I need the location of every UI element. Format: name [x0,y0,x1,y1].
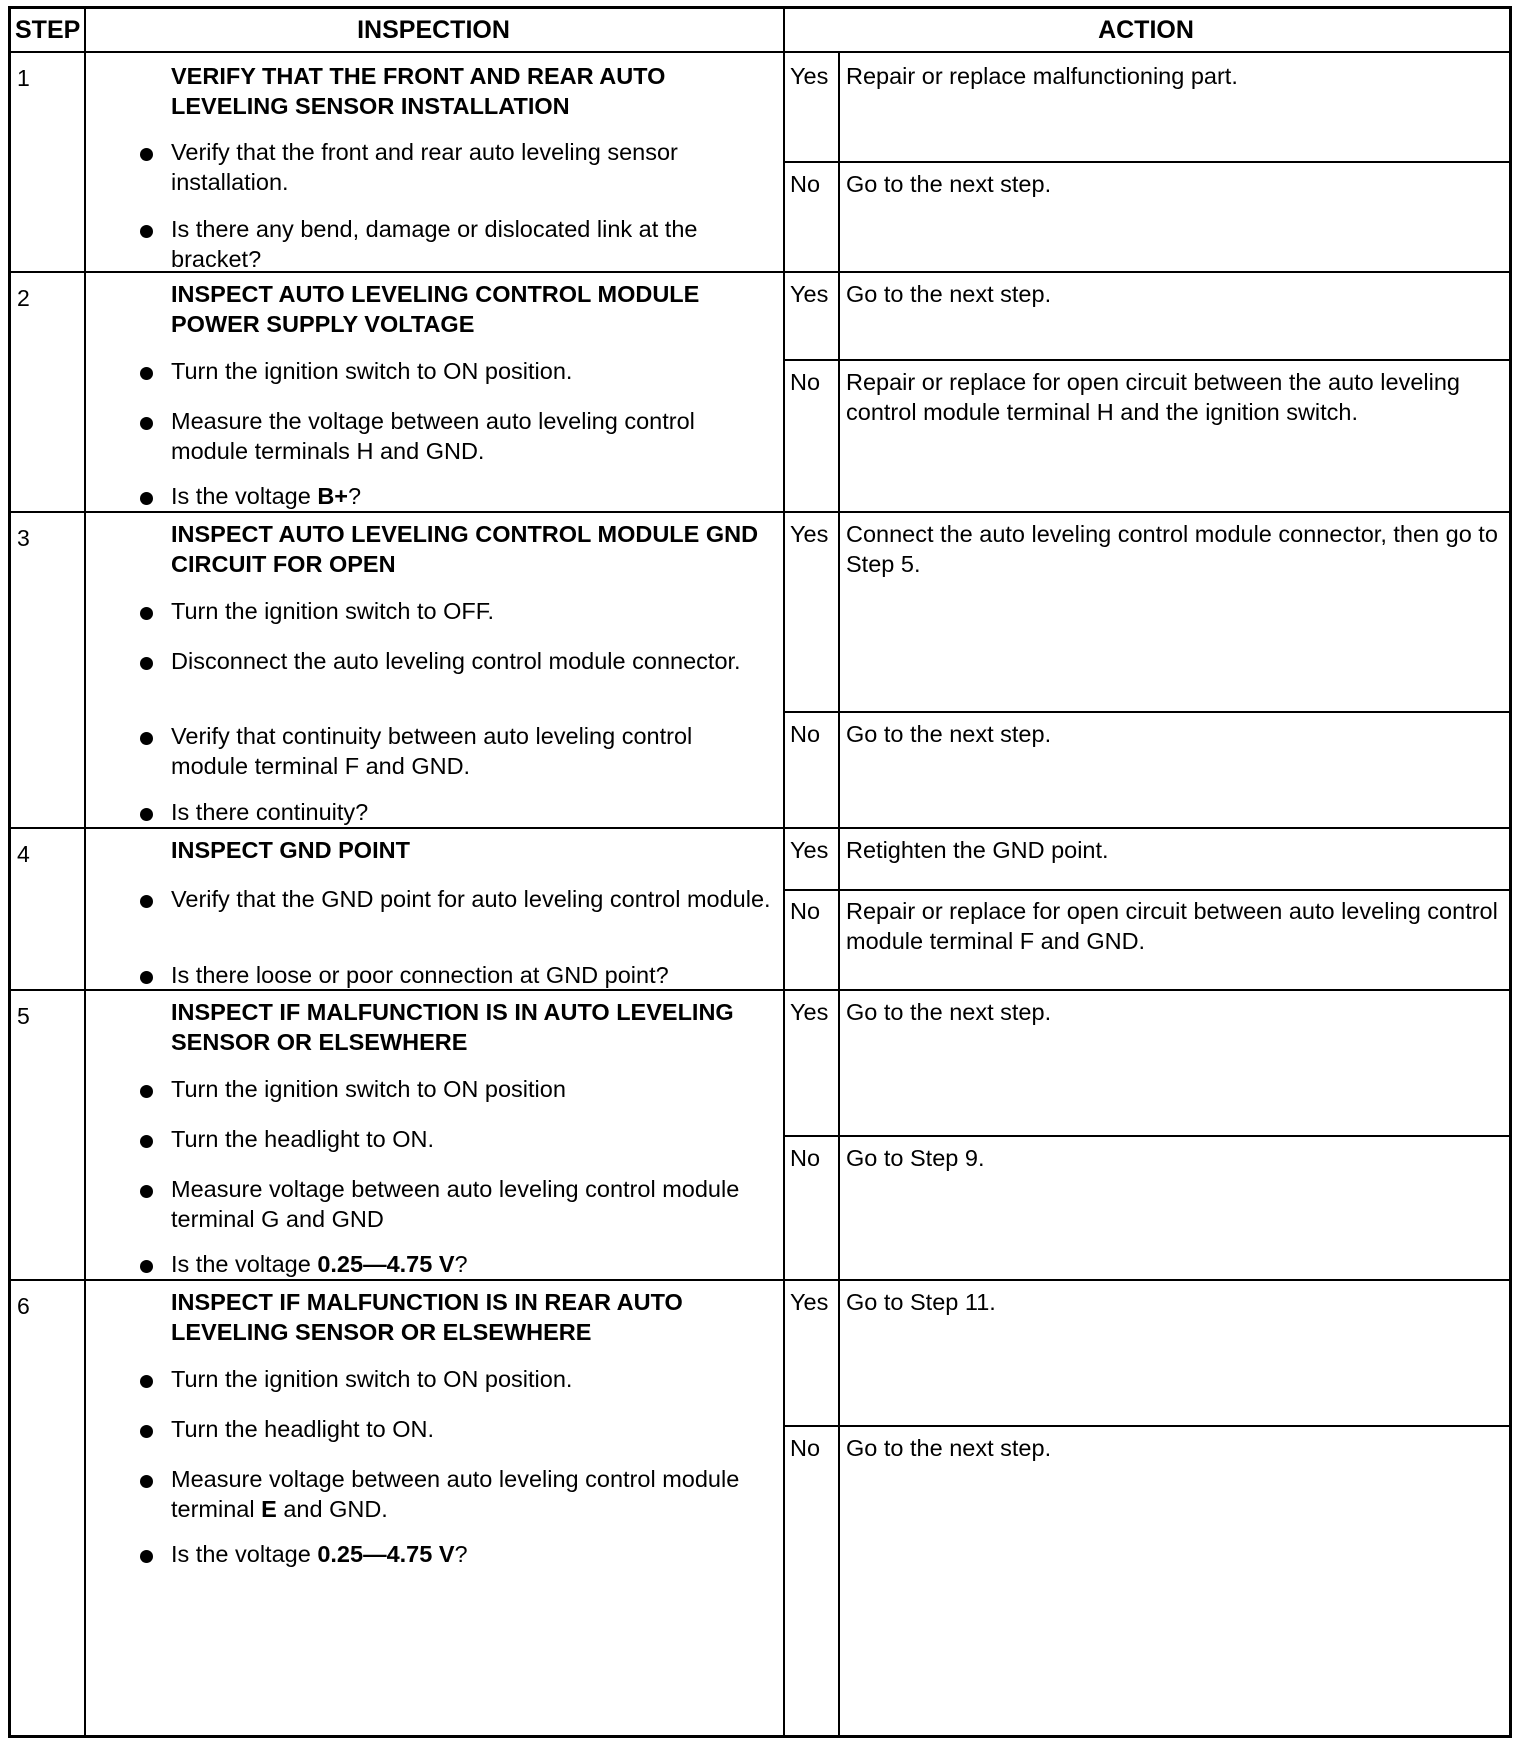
step-title: INSPECT IF MALFUNCTION IS IN AUTO LEVELING SENSOR OR ELSEWHERE [171,999,734,1055]
no-label: No [790,1435,821,1461]
step-title: INSPECT IF MALFUNCTION IS IN REAR AUTO LEVELING SENSOR OR ELSEWHERE [171,1289,683,1345]
no-action: Repair or replace for open circuit between the auto leveling control module terminal H and the ignition switch. [846,369,1460,425]
step-number: 3 [17,525,30,551]
step-number: 4 [17,841,30,867]
step-title: INSPECT GND POINT [171,837,410,863]
step-number: 2 [17,285,30,311]
no-action: Go to Step 9. [846,1145,985,1171]
inspection-bullet: Is the voltage 0.25—4.75 V? [171,1539,771,1569]
yes-label: Yes [790,1289,829,1315]
yes-label: Yes [790,999,829,1025]
inspection-bullet: Is there loose or poor connection at GND point? [171,960,771,990]
inspection-bullet: Disconnect the auto leveling control module connector. [171,646,771,676]
step-row-1 [11,51,1509,271]
yes-action: Go to the next step. [846,281,1052,307]
no-label: No [790,1145,821,1171]
inspection-bullet: Turn the headlight to ON. [171,1414,771,1444]
step-title: VERIFY THAT THE FRONT AND REAR AUTO LEVELING SENSOR INSTALLATION [171,63,666,119]
no-label: No [790,898,821,924]
inspection-bullet: Verify that continuity between auto leveling control module terminal F and GND. [171,721,771,781]
step-row-2 [11,271,1509,511]
no-label: No [790,721,821,747]
inspection-bullet: Measure the voltage between auto leveling control module terminals H and GND. [171,406,771,466]
yes-action: Retighten the GND point. [846,837,1109,863]
header-step: STEP [15,16,81,44]
no-action: Go to the next step. [846,1435,1052,1461]
inspection-bullet: Turn the ignition switch to ON position [171,1074,771,1104]
diagnostic-table [8,6,1512,1738]
step-number: 5 [17,1003,30,1029]
no-label: No [790,171,821,197]
yes-label: Yes [790,281,829,307]
inspection-bullet: Is there any bend, damage or dislocated link at the bracket? [171,214,771,274]
step-number: 1 [17,65,30,91]
step-title: INSPECT AUTO LEVELING CONTROL MODULE GND CIRCUIT FOR OPEN [171,521,759,577]
step-row-3 [11,511,1509,827]
header-inspection: INSPECTION [357,16,510,44]
table-header-row [11,9,1509,51]
inspection-bullet: Verify that the front and rear auto leveling sensor installation. [171,137,771,197]
no-action: Go to the next step. [846,721,1052,747]
inspection-bullet: Turn the headlight to ON. [171,1124,771,1154]
inspection-bullet: Turn the ignition switch to OFF. [171,596,771,626]
yes-action: Repair or replace malfunctioning part. [846,63,1238,89]
step-row-5 [11,989,1509,1279]
inspection-bullet: Is there continuity? [171,797,771,827]
yes-action: Go to Step 11. [846,1289,996,1315]
yes-action: Connect the auto leveling control module connector, then go to Step 5. [846,521,1498,577]
inspection-bullet: Turn the ignition switch to ON position. [171,356,771,386]
step-row-4 [11,827,1509,989]
header-action: ACTION [1098,16,1194,44]
yes-label: Yes [790,521,829,547]
no-label: No [790,369,821,395]
yes-label: Yes [790,837,829,863]
yes-label: Yes [790,63,829,89]
inspection-bullet: Is the voltage 0.25—4.75 V? [171,1249,771,1279]
yes-action: Go to the next step. [846,999,1052,1025]
inspection-bullet: Measure voltage between auto leveling control module terminal G and GND [171,1174,771,1234]
no-action: Go to the next step. [846,171,1052,197]
no-action: Repair or replace for open circuit between auto leveling control module terminal F and GND. [846,898,1498,954]
inspection-bullet: Turn the ignition switch to ON position. [171,1364,771,1394]
step-row-6 [11,1279,1509,1735]
step-number: 6 [17,1293,30,1319]
inspection-bullet: Measure voltage between auto leveling control module terminal E and GND. [171,1464,771,1524]
inspection-bullet: Is the voltage B+? [171,481,771,511]
step-title: INSPECT AUTO LEVELING CONTROL MODULE POWER SUPPLY VOLTAGE [171,281,700,337]
inspection-bullet: Verify that the GND point for auto leveling control module. [171,886,771,912]
